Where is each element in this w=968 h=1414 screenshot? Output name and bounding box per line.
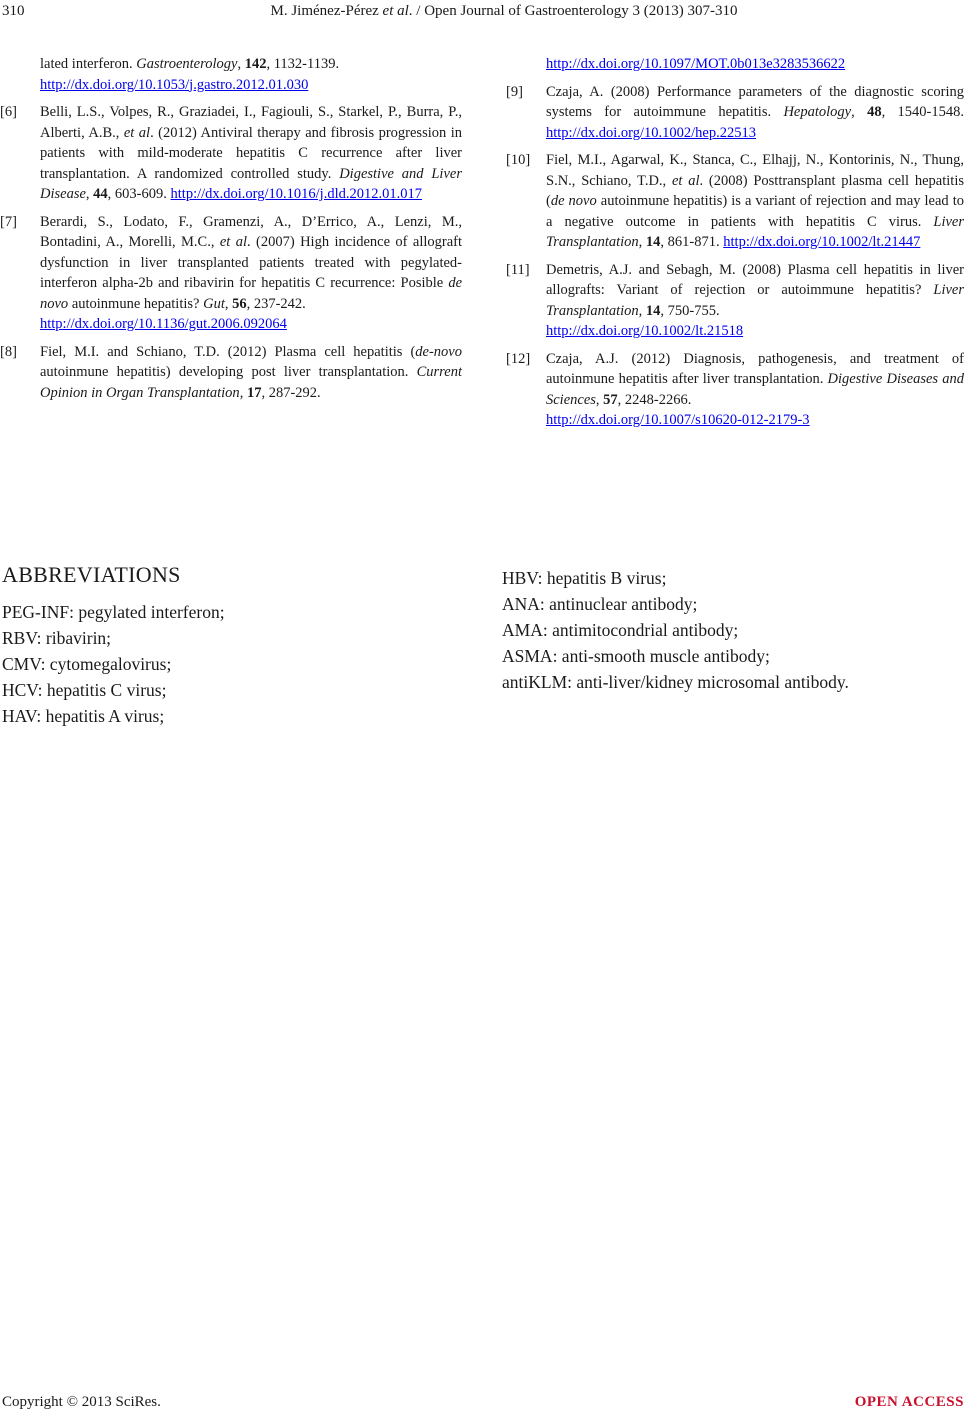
- ref-journal: Hepatology: [783, 104, 852, 120]
- ref-sep: ,: [239, 384, 247, 401]
- ref-volume: 56: [232, 295, 247, 312]
- ref-pages: , 287-292.: [261, 384, 321, 401]
- abbreviations-heading: ABBREVIATIONS: [2, 562, 181, 587]
- ref-volume: 44: [93, 186, 108, 202]
- ref-volume: 14: [645, 234, 661, 250]
- ref-sep: ,: [595, 391, 604, 408]
- doi-link[interactable]: http://dx.doi.org/10.1016/j.dld.2012.01.017: [170, 186, 422, 202]
- ref-pages: , 861-871.: [660, 234, 724, 250]
- ref-journal: Gastroenterology: [136, 56, 238, 72]
- references-right-column: [506, 54, 964, 438]
- ref-body: [40, 212, 462, 335]
- running-head-authors: M. Jiménez-Pérez: [270, 3, 379, 19]
- reference-10: [506, 150, 964, 253]
- ref-pages: , 2248-2266.: [617, 391, 692, 408]
- ref-text: . (2007) High incidence of allograft dysfunction in liver transplanted patients treated with pegylated-interferon alpha-2b and ribavirin for hepatitis C recurrence: Posible: [40, 234, 463, 291]
- ref-body: [546, 82, 964, 144]
- ref-volume: 14: [645, 302, 661, 319]
- abbreviation-item: CMV: cytomegalovirus;: [2, 654, 172, 674]
- ref-italic: de novo: [550, 193, 597, 209]
- doi-link[interactable]: http://dx.doi.org/10.1136/gut.2006.092064: [40, 316, 287, 332]
- doi-link[interactable]: http://dx.doi.org/10.1002/lt.21447: [723, 234, 921, 250]
- reference-6: [0, 102, 462, 205]
- doi-link[interactable]: http://dx.doi.org/10.1053/j.gastro.2012.01.030: [40, 76, 309, 93]
- ref-journal: Current Opinion in Organ Transplantation: [40, 364, 462, 401]
- doi-link[interactable]: http://dx.doi.org/10.1007/s10620-012-2179-3: [546, 412, 810, 428]
- ref-sep: ,: [237, 56, 245, 72]
- ref-body: [40, 342, 462, 404]
- ref-body: [546, 349, 964, 431]
- abbreviations-left-list: [2, 599, 225, 729]
- ref-volume: 48: [867, 104, 882, 120]
- doi-link[interactable]: http://dx.doi.org/10.1097/MOT.0b013e3283536622: [546, 56, 846, 72]
- doi-link[interactable]: http://dx.doi.org/10.1002/lt.21518: [546, 323, 744, 339]
- ref-number: [7]: [0, 213, 17, 230]
- ref-text: Demetris, A.J. and Sebagh, M. (2008) Plasma cell hepatitis in liver allografts: Variant of rejection or autoimmune hepatitis?: [546, 261, 964, 298]
- page-number: 310: [2, 3, 25, 19]
- reference-11: [506, 260, 964, 342]
- ref-volume: 17: [246, 384, 262, 401]
- ref-journal: Liver Transplantation: [546, 213, 964, 250]
- reference-5-continuation: [0, 54, 462, 95]
- abbreviation-item: RBV: ribavirin;: [2, 628, 112, 648]
- ref-volume: 142: [244, 56, 267, 72]
- abbreviations-right-list: [502, 565, 849, 695]
- ref-text: Czaja, A.J. (2012) Diagnosis, pathogenesis, and treatment of autoinmune hepatitis after liver transplantation.: [546, 350, 964, 387]
- ref-journal: Liver Transplantation: [546, 282, 964, 319]
- abbreviation-item: antiKLM: anti-liver/kidney microsomal antibody.: [502, 672, 849, 692]
- references-left-column: [0, 54, 462, 410]
- running-head: [0, 3, 968, 20]
- doi-link[interactable]: http://dx.doi.org/10.1002/hep.22513: [546, 124, 756, 141]
- ref-etal: et al: [671, 172, 700, 189]
- ref-number: [11]: [506, 261, 530, 278]
- ref-pages: , 1132-1139.: [266, 56, 340, 72]
- ref-journal: Digestive and Liver Disease: [40, 165, 462, 202]
- abbreviation-item: HCV: hepatitis C virus;: [2, 680, 167, 700]
- abbreviation-item: ANA: antinuclear antibody;: [502, 594, 698, 614]
- ref-text: autoinmune hepatitis) is a variant of rejection and may lead to a negative outcome in patients with hepatitis C virus.: [546, 193, 964, 230]
- ref-text: . (2012) Antiviral therapy and fibrosis progression in patients with mild-moderate hepatitis C recurrence after liver transplantation. A randomized controlled study.: [40, 124, 462, 182]
- running-head-journal: . / Open Journal of Gastroenterology 3 (2013) 307-310: [408, 3, 738, 19]
- reference-8-continuation: [506, 54, 964, 75]
- ref-text: lated interferon.: [40, 56, 137, 72]
- ref-journal: Gut: [203, 295, 225, 312]
- reference-12: [506, 349, 964, 431]
- abbreviation-item: HAV: hepatitis A virus;: [2, 706, 165, 726]
- ref-etal: et al: [123, 124, 151, 141]
- ref-text: . (2008) Posttransplant plasma cell hepatitis (: [546, 172, 964, 209]
- ref-italic: de-novo: [415, 343, 462, 360]
- ref-journal: Digestive Diseases and Sciences: [546, 371, 964, 408]
- ref-number: [10]: [506, 152, 531, 168]
- ref-text: Belli, L.S., Volpes, R., Graziadei, I., Fagiouli, S., Starkel, P., Burra, P., Alberti, A.B.,: [40, 104, 462, 141]
- ref-pages: , 237-242.: [246, 295, 306, 312]
- ref-pages: , 1540-1548.: [881, 104, 964, 120]
- ref-text: Fiel, M.I., Agarwal, K., Stanca, C., Elhajj, N., Kontorinis, N., Thung, S.N., Schiano, T.D.,: [546, 152, 964, 189]
- ref-number: [9]: [506, 83, 523, 100]
- abbreviation-item: ASMA: anti-smooth muscle antibody;: [502, 646, 770, 666]
- open-access-label: OPEN ACCESS: [854, 1394, 964, 1410]
- abbreviation-item: HBV: hepatitis B virus;: [502, 568, 667, 588]
- copyright-notice: Copyright © 2013 SciRes.: [2, 1394, 161, 1410]
- ref-etal: et al: [219, 234, 248, 250]
- ref-volume: 57: [603, 391, 618, 408]
- ref-body: [546, 150, 964, 253]
- reference-7: [0, 212, 462, 335]
- abbreviation-item: AMA: antimitocondrial antibody;: [502, 620, 739, 640]
- reference-8: [0, 342, 462, 404]
- ref-number: [12]: [506, 350, 531, 367]
- ref-text: Czaja, A. (2008) Performance parameters of the diagnostic scoring systems for autoimmune hepatitis.: [546, 83, 964, 120]
- ref-text: Fiel, M.I. and Schiano, T.D. (2012) Plasma cell hepatitis (: [40, 343, 416, 360]
- ref-number: [6]: [0, 104, 17, 120]
- ref-text: Berardi, S., Lodato, F., Gramenzi, A., D’Errico, A., Lenzi, M., Bontadini, A., Morelli, M.C.,: [40, 213, 462, 250]
- reference-9: [506, 82, 964, 144]
- ref-number: [8]: [0, 343, 17, 360]
- ref-sep: ,: [224, 295, 233, 312]
- ref-italic: de novo: [40, 275, 462, 312]
- abbreviation-item: PEG-INF: pegylated interferon;: [2, 602, 225, 622]
- running-head-etal: et al: [382, 3, 409, 19]
- ref-pages: , 750-755.: [660, 302, 720, 319]
- ref-text: autoinmune hepatitis?: [68, 295, 204, 312]
- ref-text: autoinmune hepatitis) developing post liver transplantation.: [40, 364, 417, 380]
- ref-body: [546, 260, 964, 342]
- ref-body: [40, 102, 462, 205]
- ref-sep: ,: [638, 234, 646, 250]
- ref-sep: ,: [85, 186, 94, 202]
- page-header: [0, 0, 968, 22]
- ref-pages: , 603-609.: [107, 186, 171, 202]
- ref-sep: ,: [851, 104, 868, 120]
- ref-sep: ,: [638, 302, 646, 319]
